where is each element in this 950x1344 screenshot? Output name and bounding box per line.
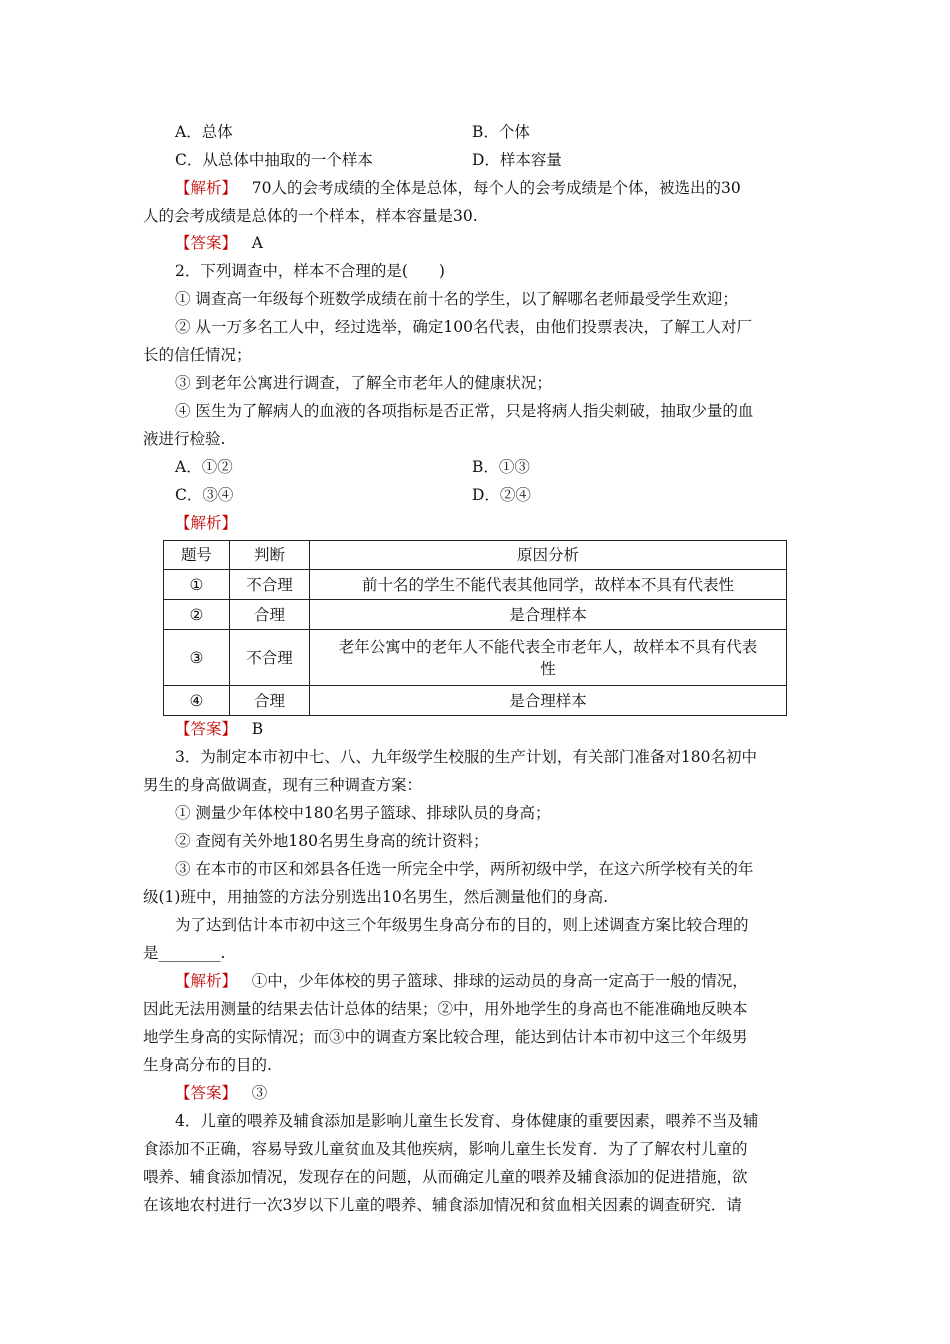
q3-item-3-line-1: ③ 在本市的市区和郊县各任选一所完全中学，两所初级中学，在这六所学校有关的年	[175, 860, 754, 878]
q4-line-4: 在该地农村进行一次3岁以下儿童的喂养、辅食添加情况和贫血相关因素的调查研究．请	[143, 1196, 742, 1214]
q2-answer-tag: 【答案】	[175, 720, 238, 738]
q3-analysis-line-1	[175, 970, 748, 992]
q3-stem-line-2: 男生的身高做调查，现有三种调查方案：	[143, 776, 423, 794]
table-row	[164, 570, 787, 600]
q3-item-3-line-2: 级(1)班中，用抽签的方法分别选出10名男生，然后测量他们的身高.	[143, 888, 609, 906]
q1-answer-value: A	[251, 234, 263, 252]
q3-analysis-line-4: 生身高分布的目的.	[143, 1056, 272, 1074]
table-cell	[310, 630, 787, 686]
table-cell: ①	[164, 570, 230, 600]
table-header-cell: 原因分析	[310, 541, 787, 570]
table-header-cell: 题号	[164, 541, 230, 570]
table-row	[164, 600, 787, 630]
q3-answer-value: ③	[251, 1084, 268, 1102]
table-cell-line: 性	[540, 659, 556, 678]
q2-analysis-table	[163, 540, 787, 716]
q1-analysis-line-2: 人的会考成绩是总体的一个样本，样本容量是30.	[143, 207, 478, 225]
q4-line-1: 4．儿童的喂养及辅食添加是影响儿童生长发育、身体健康的重要因素，喂养不当及辅	[175, 1112, 759, 1130]
q2-item-3: ③ 到老年公寓进行调查，了解全市老年人的健康状况；	[175, 374, 552, 392]
table-row	[164, 630, 787, 686]
q3-analysis-line-3: 地学生身高的实际情况；而③中的调查方案比较合理，能达到估计本市初中这三个年级男	[143, 1028, 748, 1046]
table-cell: 合理	[230, 600, 310, 630]
table-cell: ④	[164, 686, 230, 716]
q4-line-3: 喂养、辅食添加情况，发现存在的问题，从而确定儿童的喂养及辅食添加的促进措施，欲	[143, 1168, 748, 1186]
q1-answer	[175, 232, 263, 254]
q2-option-c: C．③④	[175, 486, 234, 504]
q2-item-2-line-1: ② 从一万多名工人中，经过选举，确定100名代表，由他们投票表决，了解工人对厂	[175, 318, 753, 336]
q1-answer-tag: 【答案】	[175, 234, 238, 252]
q3-analysis-line-2: 因此无法用测量的结果去估计总体的结果；②中，用外地学生的身高也不能准确地反映本	[143, 1000, 748, 1018]
q4-line-2: 食添加不正确，容易导致儿童贫血及其他疾病，影响儿童生长发育．为了了解农村儿童的	[143, 1140, 748, 1158]
q3-item-1: ① 测量少年体校中180名男子篮球、排球队员的身高；	[175, 804, 551, 822]
q2-answer	[175, 718, 263, 740]
q3-question-line-1: 为了达到估计本市初中这三个年级男生身高分布的目的，则上述调查方案比较合理的	[175, 916, 749, 934]
table-header-row	[164, 541, 787, 570]
q2-answer-value: B	[251, 720, 264, 738]
q1-analysis-text-1: 70人的会考成绩的全体是总体，每个人的会考成绩是个体，被选出的30	[251, 179, 741, 197]
q3-analysis-text-1: ①中，少年体校的男子篮球、排球的运动员的身高一定高于一般的情况，	[251, 972, 748, 990]
table-cell: 是合理样本	[310, 600, 787, 630]
table-row	[164, 686, 787, 716]
q3-answer	[175, 1082, 267, 1104]
table-cell: ③	[164, 630, 230, 686]
q3-item-2: ② 查阅有关外地180名男生身高的统计资料；	[175, 832, 489, 850]
q3-answer-tag: 【答案】	[175, 1084, 238, 1102]
q1-analysis-line-1	[175, 177, 741, 199]
q2-item-4-line-2: 液进行检验.	[143, 430, 226, 448]
q2-item-4-line-1: ④ 医生为了解病人的血液的各项指标是否正常，只是将病人指尖刺破，抽取少量的血	[175, 402, 754, 420]
q2-analysis-tag-text: 【解析】	[175, 514, 238, 532]
table-cell: 不合理	[230, 630, 310, 686]
q2-option-a: A．①②	[175, 458, 233, 476]
q2-option-b: B．①③	[472, 458, 530, 476]
table-cell: 是合理样本	[310, 686, 787, 716]
table-cell: 前十名的学生不能代表其他同学，故样本不具有代表性	[310, 570, 787, 600]
q2-option-d: D．②④	[472, 486, 531, 504]
q1-option-c: C．从总体中抽取的一个样本	[175, 151, 373, 169]
q1-option-a: A．总体	[175, 123, 233, 141]
q3-question-line-2: 是________.	[143, 944, 226, 962]
q1-analysis-tag: 【解析】	[175, 179, 238, 197]
table-cell-line: 老年公寓中的老年人不能代表全市老年人，故样本不具有代表	[338, 637, 758, 656]
q1-option-d: D．样本容量	[472, 151, 562, 169]
table-cell: 不合理	[230, 570, 310, 600]
q3-stem-line-1: 3．为制定本市初中七、八、九年级学生校服的生产计划，有关部门准备对180名初中	[175, 748, 757, 766]
q2-item-2-line-2: 长的信任情况；	[143, 346, 252, 364]
q2-item-1: ① 调查高一年级每个班数学成绩在前十名的学生，以了解哪名老师最受学生欢迎；	[175, 290, 738, 308]
table-cell: ②	[164, 600, 230, 630]
q2-analysis-tag	[175, 512, 237, 534]
table-cell: 合理	[230, 686, 310, 716]
q3-analysis-tag: 【解析】	[175, 972, 238, 990]
table-header-cell: 判断	[230, 541, 310, 570]
q2-stem: 2．下列调查中，样本不合理的是( )	[175, 262, 445, 280]
q1-option-b: B．个体	[472, 123, 530, 141]
